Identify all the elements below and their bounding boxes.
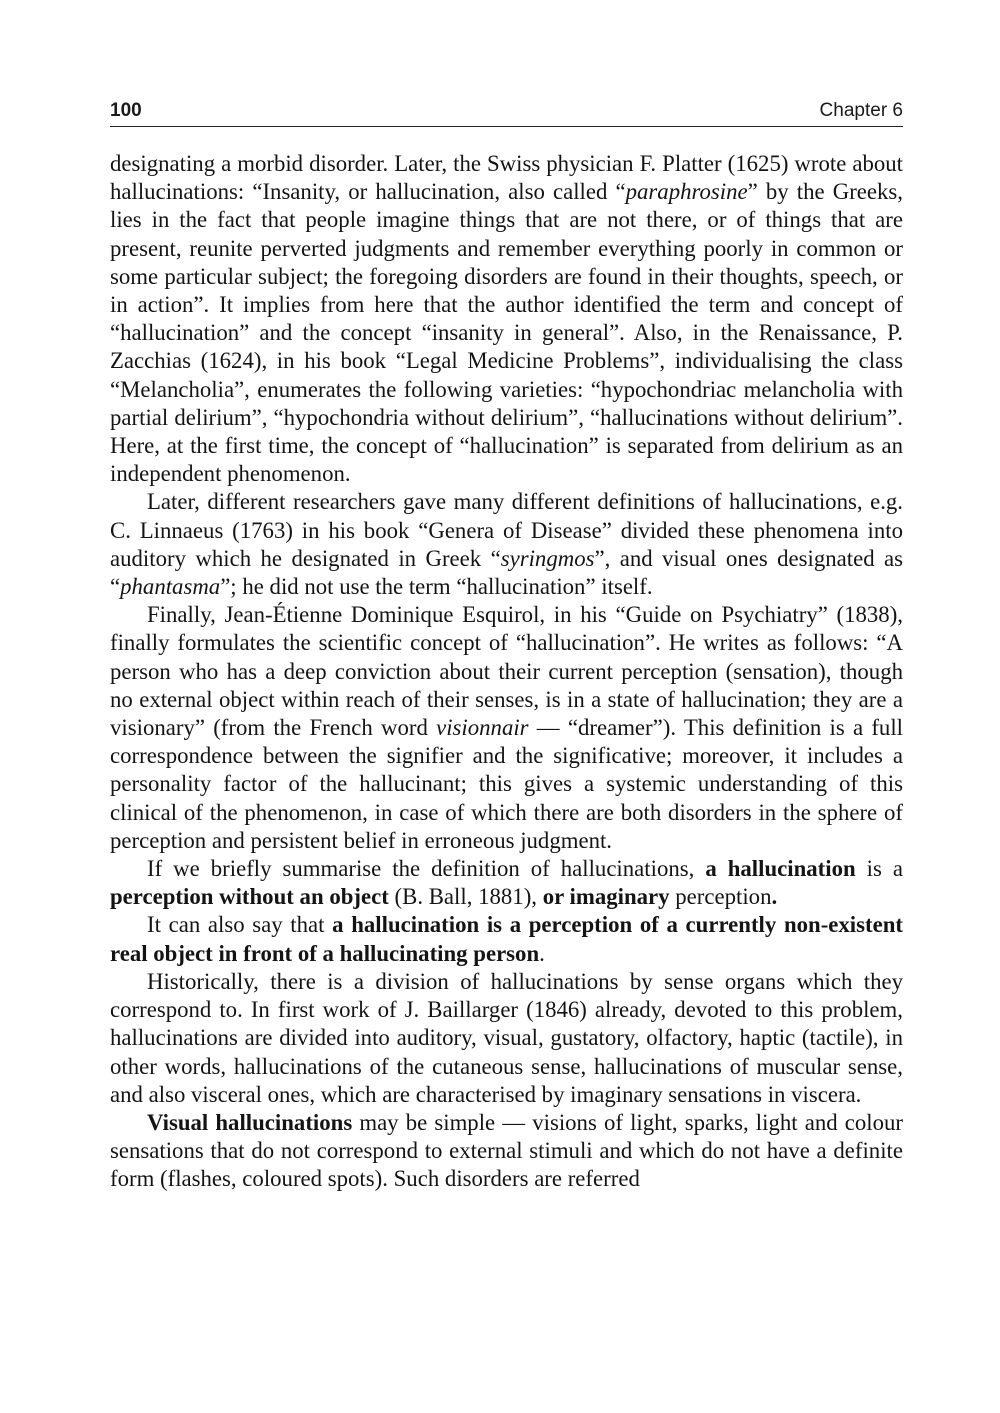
bold-text: Visual hallucinations <box>147 1109 353 1135</box>
italic-text: paraphrosine <box>625 179 748 205</box>
text-run: . <box>539 940 545 966</box>
paragraph <box>110 488 903 601</box>
bold-text: or imaginary <box>542 884 670 910</box>
text-run: ” by the Greeks, lies in the fact that people imagine things that are not there, or of things that are present, reunite perverted judgments and remember everything poorly in common or some particular subject; the foregoing disorders are found in their thoughts, speech, or in action”. It implies from here that the author identified the term and concept of “hallucination” and the concept “insanity in general”. Also, in the Renaissance, P. Zacchias (1624), in his book “Legal Medicine Problems”, individualising the class “Melancholia”, enumerates the following varieties: “hypochondriac melancholia with partial delirium”, “hypochondria without delirium”, “hallucinations without delirium”. Here, at the first time, the concept of “hallucination” is separated from delirium as an independent phenomenon. <box>110 179 903 487</box>
text-run: ”, and visual ones designated as “ <box>110 545 903 600</box>
running-header <box>110 98 903 127</box>
bold-text: a hallucination <box>705 856 856 882</box>
bold-text: a hallucination is a perception of a currently non-existent real object in front of a hallucinating person <box>110 912 903 966</box>
italic-text: phantasma <box>120 574 221 600</box>
paragraph <box>110 601 903 855</box>
bold-text: . <box>771 884 778 910</box>
text-run: Historically, there is a division of hallucinations by sense organs which they correspond to. In first work of J. Baillarger (1846) already, devoted to this problem, hallucinations are divided into auditory, visual, gustatory, olfactory, haptic (tactile), in other words, hallucinations of the cutaneous sense, hallucinations of muscular sense, and also visceral ones, which are characterised by imaginary sensations in viscera. <box>110 968 903 1107</box>
bold-text: perception without an object <box>110 884 389 910</box>
paragraph <box>110 855 903 911</box>
text-run: Finally, Jean-Étienne Dominique Esquirol, in his “Guide on Psychiatry” (1838), finally formulates the scientific concept of “hallucination”. He writes as follows: “A person who has a deep conviction about their current perception (sensation), though no external object within reach of their senses, is in a state of hallucination; they are a visionary” (from the French word <box>110 602 903 741</box>
body-text <box>110 150 903 1194</box>
paragraph <box>110 1109 903 1194</box>
text-run: (B. Ball, 1881), <box>388 884 543 910</box>
text-run: designating a morbid disorder. Later, the Swiss physician F. Platter (1625) wrote about hallucinations: “Insanity, or hallucination, also called “ <box>110 151 903 205</box>
text-run: ”; he did not use the term “hallucination” itself. <box>220 574 653 600</box>
paragraph <box>110 968 903 1109</box>
text-run: If we briefly summarise the definition of hallucinations, <box>147 856 706 882</box>
chapter-title: Chapter 6 <box>819 100 903 121</box>
text-run: is a <box>855 856 903 882</box>
italic-text: visionnair <box>436 715 529 741</box>
text-run: — “dreamer”). This definition is a full correspondence between the signifier and the significative; moreover, it includes a personality factor of the hallucinant; this gives a systemic understanding of this clinical of the phenomenon, in case of which there are both disorders in the sphere of perception and persistent belief in erroneous judgment. <box>110 715 903 853</box>
paragraph <box>110 150 903 488</box>
italic-text: syringmos <box>500 545 595 571</box>
paragraph <box>110 911 903 967</box>
text-run: perception <box>669 884 772 910</box>
text-run: It can also say that <box>147 912 333 938</box>
page-number: 100 <box>110 100 142 121</box>
text-run: may be simple — visions of light, sparks, light and colour sensations that do not correspond to external stimuli and which do not have a definite form (flashes, coloured spots). Such disorders are referred <box>110 1109 903 1192</box>
text-run: Later, different researchers gave many different definitions of hallucinations, e.g. C. Linnaeus (1763) in his book “Genera of Disease” divided these phenomena into auditory which he designated in Greek “ <box>110 489 903 571</box>
